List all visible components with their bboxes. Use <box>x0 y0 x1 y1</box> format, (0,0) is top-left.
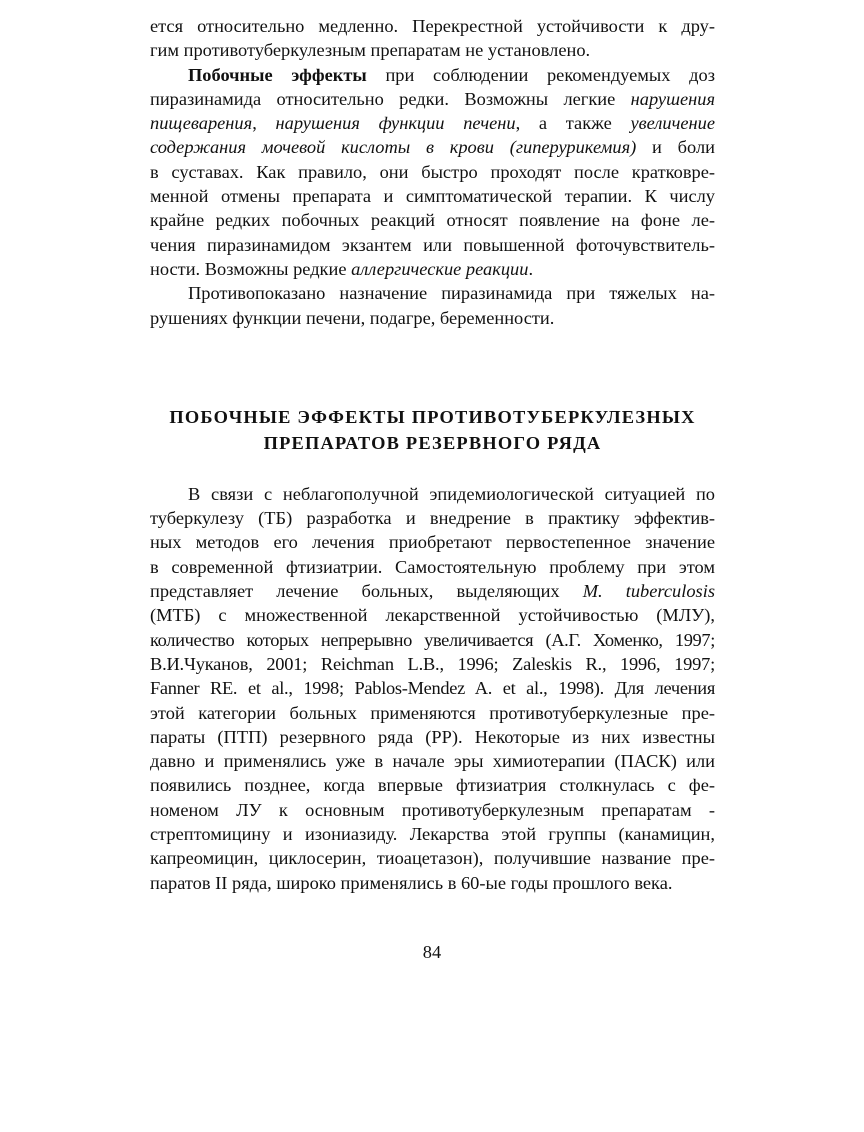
text-line: В.И.Чуканов, 2001; Reichman L.B., 1996; Zaleskis R., 1996, 1997; <box>150 653 715 674</box>
text-line: стрептомицину и изониазиду. Лекарства этой группы (канамицин, <box>150 824 715 845</box>
paragraph-reserve-drugs <box>150 482 715 895</box>
text-line <box>150 63 715 87</box>
text-run: и боли <box>636 137 715 158</box>
text-line: давно и применялись уже в начале эры химиотерапии (ПАСК) или <box>150 751 715 772</box>
paragraph-contraindications <box>150 281 715 330</box>
text-run: , а также <box>515 113 631 134</box>
text-line: чения пиразинамидом экзантем или повышенной фоточувствитель- <box>150 234 715 255</box>
text-run: ности. Возможны редкие <box>150 258 352 279</box>
italic-term: пищеварения <box>150 113 253 134</box>
text-line: (МТБ) с множественной лекарственной устойчивостью (МЛУ), <box>150 605 715 626</box>
paragraph-continuation <box>150 14 715 63</box>
section-heading <box>150 404 715 456</box>
text-line: параты (ПТП) резервного ряда (РР). Некоторые из них известны <box>150 726 715 747</box>
italic-term: аллергические реакции <box>351 258 529 279</box>
text-line: в современной фтизиатрии. Самостоятельную проблему при этом <box>150 556 715 577</box>
text-line <box>150 579 715 603</box>
text-line: рушениях функции печени, подагре, беременности. <box>150 307 555 328</box>
text-line: менной отмены препарата и симптоматической терапии. К числу <box>150 186 715 207</box>
text-line: Fanner RE. et al., 1998; Pablos-Mendez A. et al., 1998). Для лечения <box>150 678 715 699</box>
text-line: Противопоказано назначение пиразинамида при тяжелых на- <box>188 283 715 304</box>
text-line <box>150 111 715 135</box>
heading-line: ПОБОЧНЫЕ ЭФФЕКТЫ ПРОТИВОТУБЕРКУЛЕЗНЫХ <box>169 406 696 427</box>
paragraph-side-effects <box>150 63 715 282</box>
italic-term: нарушения <box>630 88 715 109</box>
text-line: капреомицин, циклосерин, тиоацетазон), получившие название пре- <box>150 848 715 869</box>
bold-term: Побочные эффекты <box>188 64 367 85</box>
text-line: В связи с неблагополучной эпидемиологической ситуацией по <box>188 483 715 504</box>
text-run: представляет лечение больных, выделяющих <box>150 581 583 602</box>
text-line: паратов II ряда, широко применялись в 60-ые годы прошлого века. <box>150 872 673 893</box>
text-line: ных методов его лечения приобретают первостепенное значение <box>150 532 715 553</box>
text-line <box>150 135 715 159</box>
heading-line: ПРЕПАРАТОВ РЕЗЕРВНОГО РЯДА <box>263 432 602 453</box>
text-line: количество которых непрерывно увеличивается (А.Г. Хоменко, 1997; <box>150 629 715 650</box>
text-line: крайне редких побочных реакций относят появление на фоне ле- <box>150 210 715 231</box>
page-number: 84 <box>422 942 442 962</box>
italic-term: M. tuberculosis <box>582 581 715 602</box>
text-run: , <box>252 113 276 134</box>
text-line: появились позднее, когда впервые фтизиатрия столкнулась с фе- <box>150 775 715 796</box>
text-run: . <box>528 258 534 279</box>
text-line: в суставах. Как правило, они быстро проходят после кратковре- <box>150 161 715 182</box>
text-line: ется относительно медленно. Перекрестной устойчивости к дру- <box>150 16 715 36</box>
text-line: гим противотуберкулезным препаратам не установлено. <box>150 40 591 61</box>
text-run: при соблюдении рекомендуемых доз <box>366 64 715 85</box>
italic-term: увеличение <box>630 113 715 134</box>
text-line <box>150 87 715 111</box>
text-line: номеном ЛУ к основным противотуберкулезным препаратам - <box>150 799 715 820</box>
text-line <box>150 257 715 281</box>
text-run: пиразинамида относительно редки. Возможны легкие <box>150 88 631 109</box>
italic-term: нарушения функции печени <box>275 113 516 134</box>
page-body <box>150 14 715 895</box>
text-line: этой категории больных применяются противотуберкулезные пре- <box>150 702 715 723</box>
italic-term: содержания мочевой кислоты в крови (гиперурикемия) <box>150 137 637 158</box>
text-line: туберкулезу (ТБ) разработка и внедрение в практику эффектив- <box>150 508 715 529</box>
